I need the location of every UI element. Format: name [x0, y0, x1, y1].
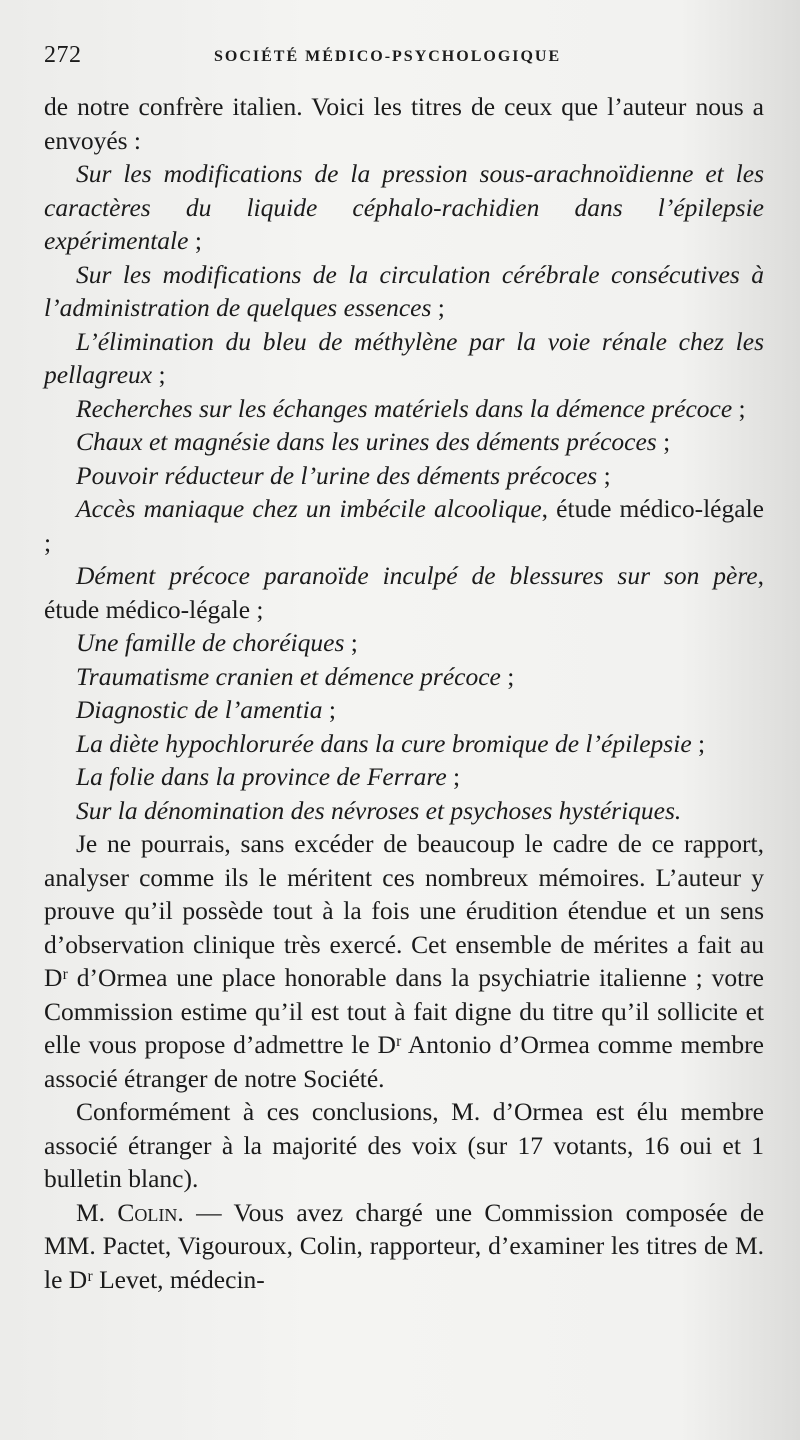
- title-item: Une famille de choréiques ;: [76, 628, 358, 657]
- title-item: La folie dans la province de Ferrare ;: [76, 762, 461, 791]
- paragraph-vote-result: Conformément à ces conclusions, M. d’Ormea est élu membre associé étranger à la majorité des voix (sur 17 votants, 16 oui et 1 bulletin blanc).: [44, 1097, 764, 1193]
- title-item: Traumatisme cranien et démence précoce ;: [76, 661, 515, 691]
- running-head: [44, 40, 764, 76]
- paragraph-colin-report: [44, 1196, 764, 1297]
- running-title: SOCIÉTÉ MÉDICO-PSYCHOLOGIQUE: [214, 48, 562, 65]
- speaker-name: M. Colin.: [76, 1197, 184, 1227]
- title-item: Dément précoce paranoïde inculpé de blessures sur son père, étude médico-légale ;: [44, 561, 764, 624]
- title-item: Sur les modifications de la circulation cérébrale consécutives à l’administration de quelques essences ;: [44, 259, 764, 322]
- title-item: Diagnostic de l’amentia ;: [76, 695, 336, 724]
- body-text: [44, 90, 764, 1296]
- title-item: Sur la dénomination des névroses et psychoses hystériques.: [76, 795, 682, 825]
- title-item: L’élimination du bleu de méthylène par la voie rénale chez les pellagreux ;: [44, 326, 764, 389]
- title-item: Chaux et magnésie dans les urines des déments précoces ;: [76, 427, 671, 456]
- paragraph-assessment: Je ne pourrais, sans excéder de beaucoup le cadre de ce rapport, analyser comme ils le méritent ces nombreux mémoires. L’auteur y prouve qu’il possède tout à la fois une érudition étendue et un sens d’observation clinique très exercé. Cet ensemble de mérites a fait au Dʳ d’Ormea une place honorable dans la psychiatrie italienne ; votre Commission estime qu’il est tout à fait digne du titre qu’il sollicite et elle vous propose d’admettre le Dʳ Antonio d’Ormea comme membre associé étranger de notre Société.: [44, 829, 764, 1093]
- intro-paragraph: de notre confrère italien. Voici les titres de ceux que l’auteur nous a envoyés :: [44, 92, 764, 155]
- report-text: — Vous avez chargé une Commission composée de MM. Pactet, Vigouroux, Colin, rapporteur, d’examiner les titres de M. le Dʳ Levet, médecin-: [44, 1197, 765, 1294]
- title-item: Recherches sur les échanges matériels dans la démence précoce ;: [76, 393, 746, 423]
- title-item: La diète hypochlorurée dans la cure bromique de l’épilepsie ;: [76, 728, 706, 758]
- titles-list: [44, 157, 764, 827]
- title-item: Sur les modifications de la pression sous-arachnoïdienne et les caractères du liquide céphalo-rachidien dans l’épilepsie expérimentale ;: [44, 159, 764, 255]
- page-number: 272: [44, 42, 82, 68]
- title-item: Pouvoir réducteur de l’urine des déments précoces ;: [76, 460, 611, 490]
- title-item: Accès maniaque chez un imbécile alcoolique, étude médico-légale ;: [44, 494, 764, 557]
